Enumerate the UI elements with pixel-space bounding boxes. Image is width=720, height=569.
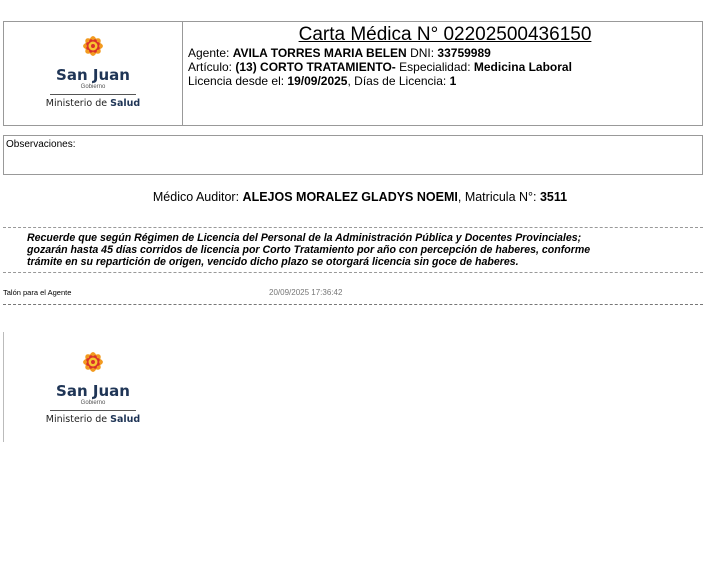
logo-brand: San Juan (56, 382, 130, 400)
logo-ministry (4, 98, 182, 110)
especialidad-label: Especialidad: (399, 60, 471, 74)
talon-section (3, 332, 182, 442)
logo-divider (50, 410, 136, 411)
ministry-prefix: Ministerio de (45, 414, 108, 425)
flower-emblem-icon (75, 28, 111, 64)
auditor-label: Médico Auditor: (152, 190, 240, 204)
observaciones-box (3, 135, 703, 175)
articulo-line (188, 60, 702, 74)
carta-info (183, 22, 702, 125)
ministry-name: Salud (110, 414, 141, 425)
observaciones-label: Observaciones: (6, 139, 76, 150)
logo-ministry (4, 414, 182, 426)
licencia-line: Licencia desde el: 19/09/2025, Días de Licencia: 1 (188, 74, 457, 88)
notice-line: trámite en su repartición de origen, vencido dicho plazo se otorgará licencia sin goce de haberes. (27, 256, 519, 268)
print-timestamp: 20/09/2025 17:36:42 (269, 288, 343, 297)
articulo-value: (13) CORTO TRATAMIENTO- (235, 60, 396, 74)
agente-line (188, 46, 702, 60)
notice-line: Recuerde que según Régimen de Licencia del Personal de la Administración Pública y Docentes Provinciales; (27, 232, 582, 244)
talon-label: Talón para el Agente (3, 288, 72, 297)
licencia-date: 19/09/2025 (287, 74, 348, 88)
logo-cell (4, 22, 183, 125)
flower-emblem-icon (75, 344, 111, 380)
san-juan-logo (4, 344, 182, 426)
dias-value: 1 (449, 74, 457, 88)
san-juan-logo (4, 28, 182, 110)
licencia-label: Licencia desde el: (188, 74, 285, 88)
ministry-prefix: Ministerio de (45, 98, 108, 109)
matricula-label: Matricula N°: (464, 190, 537, 204)
carta-header-box (3, 21, 703, 126)
logo-brand: San Juan (56, 66, 130, 84)
agente-name: AVILA TORRES MARIA BELEN (232, 46, 407, 60)
medico-auditor-line: Médico Auditor: ALEJOS MORALEZ GLADYS NOEMI, Matricula N°: 3511 (152, 190, 568, 204)
regimen-notice (3, 227, 703, 273)
dni-label: DNI: (410, 46, 435, 60)
logo-government: Gobierno (80, 84, 106, 90)
dni-value: 33759989 (437, 46, 491, 60)
dias-label: Días de Licencia: (354, 74, 447, 88)
auditor-name: ALEJOS MORALEZ GLADYS NOEMI (242, 190, 458, 204)
matricula-value: 3511 (539, 190, 568, 204)
logo-divider (50, 94, 136, 95)
especialidad-value: Medicina Laboral (473, 60, 572, 74)
agente-label: Agente: (188, 46, 230, 60)
articulo-label: Artículo: (188, 60, 233, 74)
carta-title: Carta Médica N° 02202500436150 (298, 24, 592, 45)
cut-line (3, 304, 703, 305)
notice-line: gozarán hasta 45 días corridos de licencia por Corto Tratamiento por año con percepción de haberes, conforme (27, 244, 591, 256)
ministry-name: Salud (110, 98, 141, 109)
logo-government: Gobierno (80, 400, 106, 406)
